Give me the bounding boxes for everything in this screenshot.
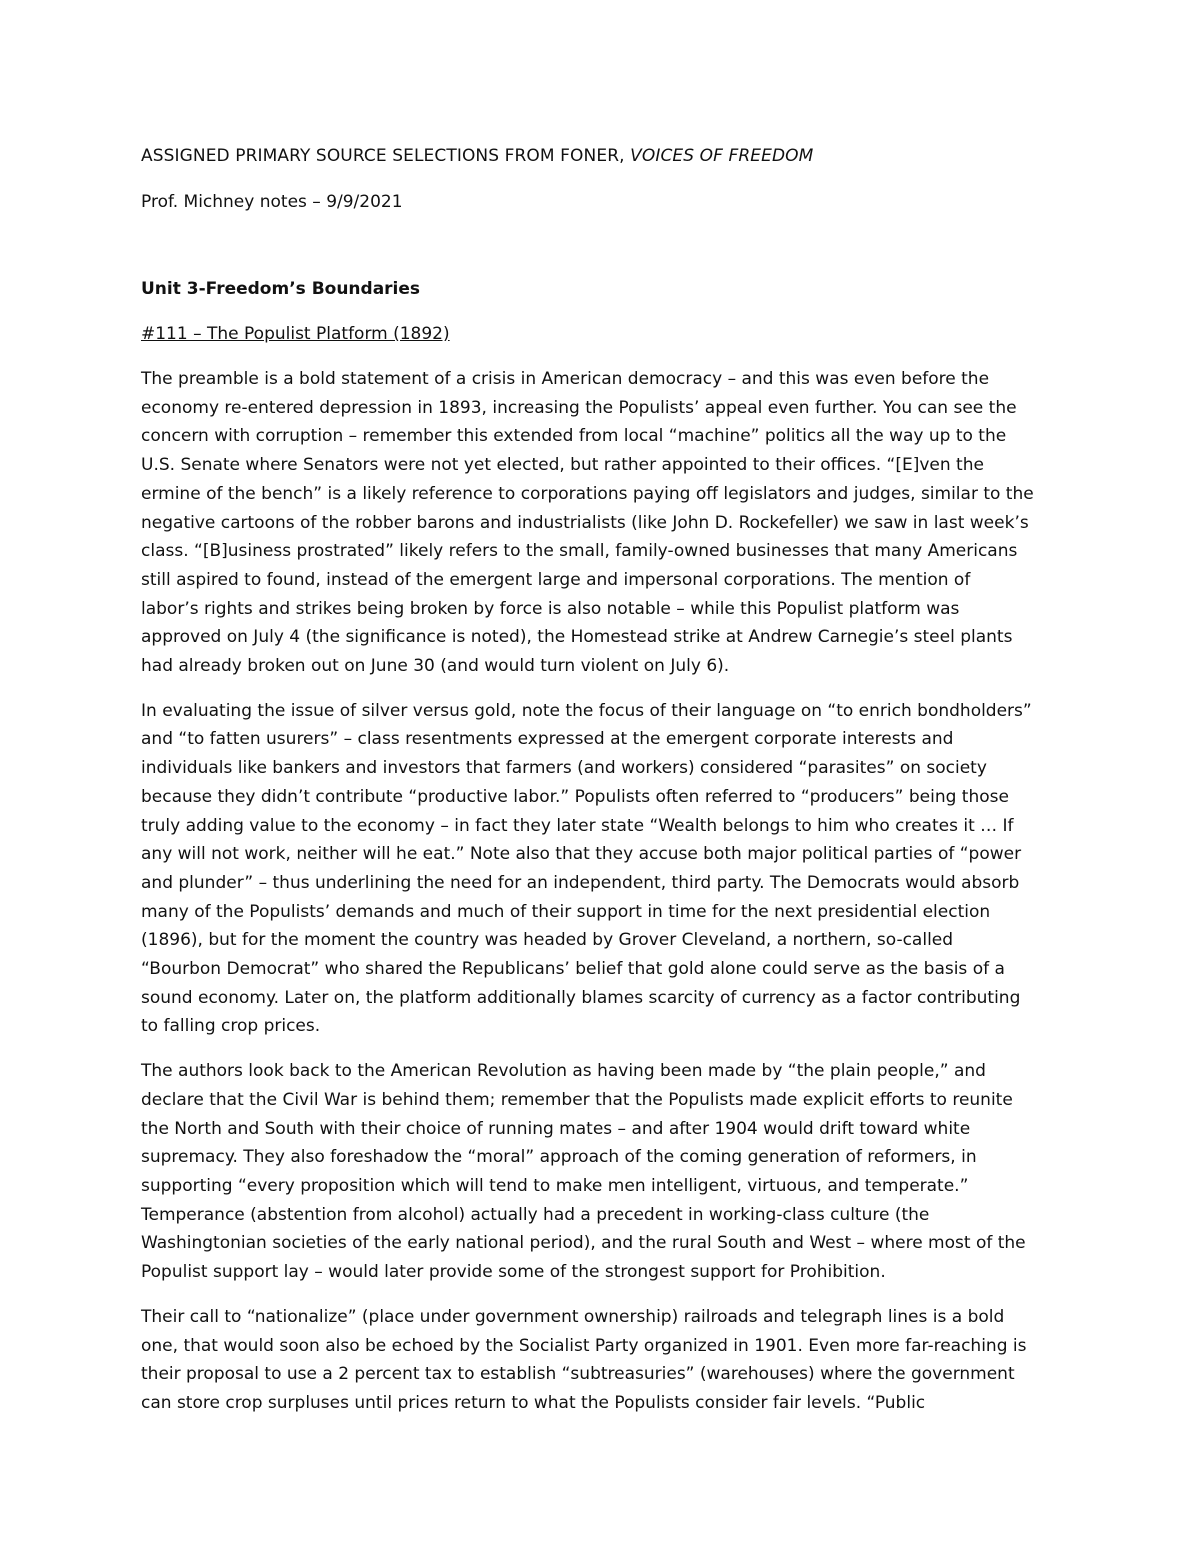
paragraph-line: because they didn’t contribute “productive labor.” Populists often referred to “producers” being those <box>141 786 1009 807</box>
paragraph-line: Populist support lay – would later provide some of the strongest support for Prohibition. <box>141 1262 886 1283</box>
paragraph-line: individuals like bankers and investors that farmers (and workers) considered “parasites” on society <box>141 758 987 779</box>
paragraph-line: (1896), but for the moment the country was headed by Grover Cleveland, a northern, so-called <box>141 930 954 951</box>
paragraph-line: U.S. Senate where Senators were not yet elected, but rather appointed to their offices. “[E]ven the <box>141 455 984 476</box>
paragraph-line: approved on July 4 (the significance is noted), the Homestead strike at Andrew Carnegie’s steel plants <box>141 627 1013 648</box>
paragraph-line: the North and South with their choice of running mates – and after 1904 would drift toward white <box>141 1118 971 1139</box>
paragraph-line: economy re-entered depression in 1893, increasing the Populists’ appeal even further. You can see the <box>141 397 1017 418</box>
paragraph-2 <box>141 697 1061 1041</box>
paragraph-line: labor’s rights and strikes being broken by force is also notable – while this Populist platform was <box>141 598 960 619</box>
notes-byline: Prof. Michney notes – 9/9/2021 <box>141 192 403 212</box>
paragraph-line: sound economy. Later on, the platform additionally blames scarcity of currency as a factor contributing <box>141 987 1021 1008</box>
paragraph-line: The authors look back to the American Revolution as having been made by “the plain people,” and <box>141 1061 986 1082</box>
paragraph-line: still aspired to found, instead of the emergent large and impersonal corporations. The mention of <box>141 569 971 590</box>
paragraph-line: class. “[B]usiness prostrated” likely refers to the small, family-owned businesses that many Americans <box>141 541 1018 562</box>
section-heading: #111 – The Populist Platform (1892) <box>141 324 450 344</box>
paragraph-line: can store crop surpluses until prices return to what the Populists consider fair levels. “Public <box>141 1392 926 1413</box>
paragraph-line: had already broken out on June 30 (and would turn violent on July 6). <box>141 656 730 677</box>
paragraph-line: ermine of the bench” is a likely reference to corporations paying off legislators and judges, similar to the <box>141 483 1034 504</box>
paragraph-1 <box>141 365 1061 681</box>
paragraph-line: “Bourbon Democrat” who shared the Republicans’ belief that gold alone could serve as the basis of a <box>141 959 1005 980</box>
paragraph-line: negative cartoons of the robber barons and industrialists (like John D. Rockefeller) we saw in last week’s <box>141 512 1029 533</box>
paragraph-line: Their call to “nationalize” (place under government ownership) railroads and telegraph lines is a bold <box>141 1306 1005 1327</box>
paragraph-line: Washingtonian societies of the early national period), and the rural South and West – where most of the <box>141 1233 1026 1254</box>
paragraph-line: any will not work, neither will he eat.” Note also that they accuse both major political parties of “power <box>141 844 1022 865</box>
paragraph-line: many of the Populists’ demands and much of their support in time for the next presidential election <box>141 901 991 922</box>
paragraph-line: concern with corruption – remember this extended from local “machine” politics all the way up to the <box>141 426 1007 447</box>
document-title-book: VOICES OF FREEDOM <box>630 146 814 166</box>
paragraph-line: Temperance (abstention from alcohol) actually had a precedent in working-class culture (the <box>141 1204 930 1225</box>
unit-heading: Unit 3-Freedom’s Boundaries <box>141 279 421 299</box>
paragraph-line: and “to fatten usurers” – class resentments expressed at the emergent corporate interests and <box>141 729 954 750</box>
paragraph-3 <box>141 1057 1061 1287</box>
paragraph-4 <box>141 1303 1061 1418</box>
paragraph-line: to falling crop prices. <box>141 1016 321 1037</box>
document-title <box>141 142 1061 170</box>
paragraph-line: and plunder” – thus underlining the need for an independent, third party. The Democrats would absorb <box>141 872 1020 893</box>
paragraph-line: In evaluating the issue of silver versus gold, note the focus of their language on “to enrich bondholders” <box>141 700 1032 721</box>
paragraph-line: supporting “every proposition which will tend to make men intelligent, virtuous, and temperate.” <box>141 1175 969 1196</box>
paragraph-line: one, that would soon also be echoed by the Socialist Party organized in 1901. Even more far-reaching is <box>141 1335 1027 1356</box>
document-title-text: ASSIGNED PRIMARY SOURCE SELECTIONS FROM FONER, <box>141 146 631 166</box>
paragraph-line: truly adding value to the economy – in fact they later state “Wealth belongs to him who creates it … If <box>141 815 1014 836</box>
paragraph-line: declare that the Civil War is behind them; remember that the Populists made explicit efforts to reunite <box>141 1089 1013 1110</box>
document-content <box>141 142 1061 1418</box>
paragraph-line: The preamble is a bold statement of a crisis in American democracy – and this was even before the <box>141 369 990 389</box>
paragraph-line: their proposal to use a 2 percent tax to establish “subtreasuries” (warehouses) where the government <box>141 1364 1015 1385</box>
paragraph-line: supremacy. They also foreshadow the “moral” approach of the coming generation of reformers, in <box>141 1147 977 1168</box>
